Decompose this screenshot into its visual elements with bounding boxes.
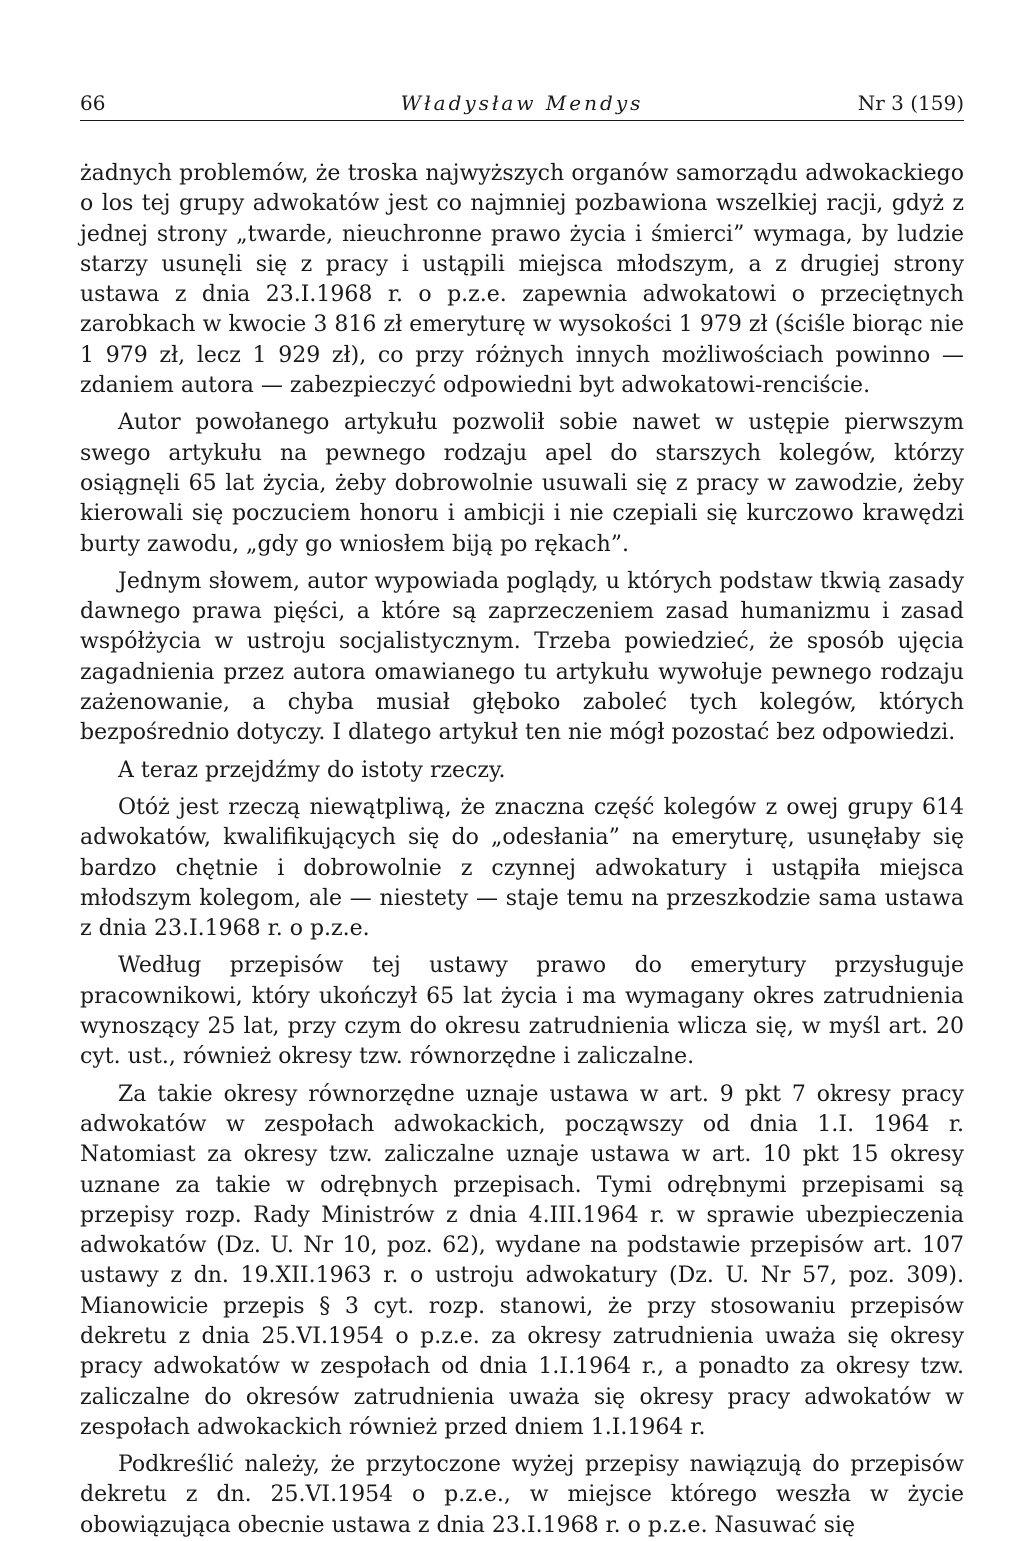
journal-page [80,88,964,1541]
issue-number: Nr 3 (159) [857,91,964,115]
page-number: 66 [80,91,106,115]
running-head [80,88,964,118]
paragraph: Autor powołanego artykułu pozwolił sobie nawet w ustępie pierwszym swego artykułu na pewnego rodzaju apel do starszych kolegów, którzy osiągnęli 65 lat życia, żeby dobrowolnie usuwali się z pracy w zawodzie, żeby kierowali się poczuciem honoru i ambicji i nie czepiali się kurczowo krawędzi burty zawodu, „gdy go wniosłem biją po rękach”. [80,410,964,557]
running-head-author: Władysław Mendys [400,91,644,115]
article-body [80,159,964,1541]
paragraph: Podkreślić należy, że przytoczone wyżej przepisy nawiązują do przepisów dekretu z dn. 25.VI.1954 o p.z.e., w miejsce którego weszła w życie obowiązująca obecnie ustawa z dnia 23.I.1968 r. o p.z.e. Nasuwać się [80,1452,964,1538]
paragraph: Otóż jest rzeczą niewątpliwą, że znaczna część kolegów z owej grupy 614 adwokatów, kwalifikujących się do „odesłania” na emeryturę, usunęłaby się bardzo chętnie i dobrowolnie z czynnej adwokatury i ustąpiła miejsca młodszym kolegom, ale — niestety — staje temu na przeszkodzie sama ustawa z dnia 23.I.1968 r. o p.z.e. [80,794,964,942]
paragraph: żadnych problemów, że troska najwyższych organów samorządu adwokackiego o los tej grupy adwokatów jest co najmniej pozbawiona wszelkiej racji, gdyż z jednej strony „twarde, nieuchronne prawo życia i śmierci” wymaga, by ludzie starzy usunęli się z pracy i ustąpili miejsca młodszym, a z drugiej strony ustawa z dnia 23.I.1968 r. o p.z.e. zapewnia adwokatowi o przeciętnych zarobkach w kwocie 3 816 zł emeryturę w wysokości 1 979 zł (ściśle biorąc nie 1 979 zł, lecz 1 929 zł), co przy różnych innych możliwościach powinno — zdaniem autora — zabezpieczyć odpowiedni byt adwokatowi-renciście. [80,161,964,399]
header-rule [80,120,964,121]
paragraph: Za takie okresy równorzędne uznaje ustawa w art. 9 pkt 7 okresy pracy adwokatów w zespołach adwokackich, począwszy od dnia 1.I. 1964 r. Natomiast za okresy tzw. zaliczalne uznaje ustawa w art. 10 pkt 15 okresy uznane za takie w odrębnych przepisach. Tymi odrębnymi przepisami są przepisy rozp. Rady Ministrów z dnia 4.III.1964 r. w sprawie ubezpieczenia adwokatów (Dz. U. Nr 10, poz. 62), wydane na podstawie przepisów art. 107 ustawy z dn. 19.XII.1963 r. o ustroju adwokatury (Dz. U. Nr 57, poz. 309). Mianowicie przepis § 3 cyt. rozp. stanowi, że przy stosowaniu przepisów dekretu z dnia 25.VI.1954 o p.z.e. za okresy zatrudnienia uważa się okresy pracy adwokatów w zespołach od dnia 1.I.1964 r., a ponadto za okresy tzw. zaliczalne do okresów zatrudnienia uważa się okresy pracy adwokatów w zespołach adwokackich również przed dniem 1.I.1964 r. [80,1081,964,1440]
paragraph: A teraz przejdźmy do istoty rzeczy. [118,757,506,783]
paragraph: Jednym słowem, autor wypowiada poglądy, u których podstaw tkwią zasady dawnego prawa pięści, a które są zaprzeczeniem zasad humanizmu i zasad współżycia w ustroju socjalistycznym. Trzeba powiedzieć, że sposób ujęcia zagadnienia przez autora omawianego tu artykułu wywołuje pewnego rodzaju zażenowanie, a chyba musiał głęboko zaboleć tych kolegów, których bezpośrednio dotyczy. I dlatego artykuł ten nie mógł pozostać bez odpowiedzi. [80,568,964,746]
paragraph: Według przepisów tej ustawy prawo do emerytury przysługuje pracownikowi, który ukończył 65 lat życia i ma wymagany okres zatrudnienia wynoszący 25 lat, przy czym do okresu zatrudnienia wlicza się, w myśl art. 20 cyt. ust., również okresy tzw. równorzędne i zaliczalne. [80,953,964,1070]
